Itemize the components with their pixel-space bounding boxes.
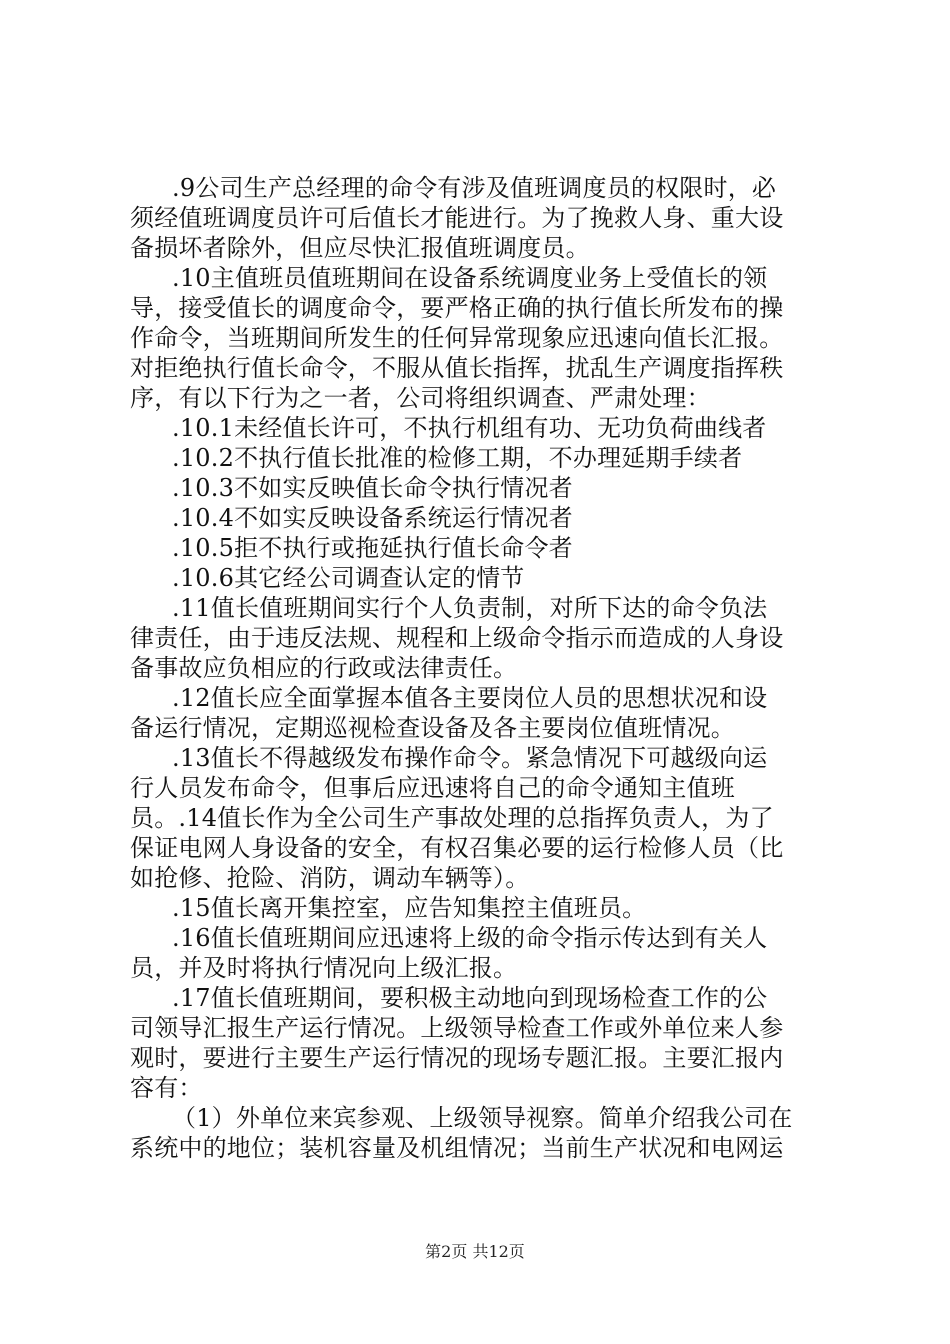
- text-line: 作命令，当班期间所发生的任何异常现象应迅速向值长汇报。: [130, 324, 784, 352]
- text-line: 员。.14值长作为全公司生产事故处理的总指挥负责人，为了: [130, 804, 774, 832]
- text-line: 导，接受值长的调度命令，要严格正确的执行值长所发布的操: [130, 294, 784, 322]
- text-line: 如抢修、抢险、消防，调动车辆等）。: [130, 864, 530, 892]
- text-line: .11值长值班期间实行个人负责制，对所下达的命令负法: [172, 594, 768, 622]
- text-line: .10.3不如实反映值长命令执行情况者: [172, 474, 573, 502]
- text-line: .10.4不如实反映设备系统运行情况者: [172, 504, 573, 532]
- text-line: 须经值班调度员许可后值长才能进行。为了挽救人身、重大设: [130, 204, 784, 232]
- text-line: .12值长应全面掌握本值各主要岗位人员的思想状况和设: [172, 684, 768, 712]
- text-line: .10.2不执行值长批准的检修工期，不办理延期手续者: [172, 444, 743, 472]
- text-line: 备运行情况，定期巡视检查设备及各主要岗位值班情况。: [130, 714, 735, 742]
- text-line: .16值长值班期间应迅速将上级的命令指示传达到有关人: [172, 924, 768, 952]
- text-line: 序，有以下行为之一者，公司将组织调查、严肃处理：: [130, 384, 711, 412]
- text-line: 容有：: [130, 1074, 203, 1102]
- text-line: .15值长离开集控室，应告知集控主值班员。: [172, 894, 647, 922]
- text-line: 备事故应负相应的行政或法律责任。: [130, 654, 518, 682]
- text-line: 观时，要进行主要生产运行情况的现场专题汇报。主要汇报内: [130, 1044, 784, 1072]
- text-line: 行人员发布命令，但事后应迅速将自己的命令通知主值班: [130, 774, 735, 802]
- text-line: .13值长不得越级发布操作命令。紧急情况下可越级向运: [172, 744, 768, 772]
- text-line: 保证电网人身设备的安全，有权召集必要的运行检修人员（比: [130, 834, 784, 862]
- text-line: 备损坏者除外，但应尽快汇报值班调度员。: [130, 234, 590, 262]
- text-line: 员，并及时将执行情况向上级汇报。: [130, 954, 518, 982]
- text-line: .10.5拒不执行或拖延执行值长命令者: [172, 534, 573, 562]
- text-line: .10主值班员值班期间在设备系统调度业务上受值长的领: [172, 264, 768, 292]
- text-line: .17值长值班期间，要积极主动地向到现场检查工作的公: [172, 984, 768, 1012]
- text-line: .9公司生产总经理的命令有涉及值班调度员的权限时，必: [172, 174, 777, 202]
- text-line: 对拒绝执行值长命令，不服从值长指挥，扰乱生产调度指挥秩: [130, 354, 784, 382]
- page-footer: 第2页 共12页: [425, 1242, 525, 1261]
- text-line: .10.1未经值长许可，不执行机组有功、无功负荷曲线者: [172, 414, 767, 442]
- body-text: [130, 173, 830, 1163]
- text-line: .10.6其它经公司调查认定的情节: [172, 564, 525, 592]
- text-line: 司领导汇报生产运行情况。上级领导检查工作或外单位来人参: [130, 1014, 784, 1042]
- text-line: 律责任，由于违反法规、规程和上级命令指示而造成的人身设: [130, 624, 784, 652]
- text-line: 系统中的地位；装机容量及机组情况；当前生产状况和电网运: [130, 1134, 784, 1162]
- text-line: （1）外单位来宾参观、上级领导视察。简单介绍我公司在: [172, 1104, 793, 1132]
